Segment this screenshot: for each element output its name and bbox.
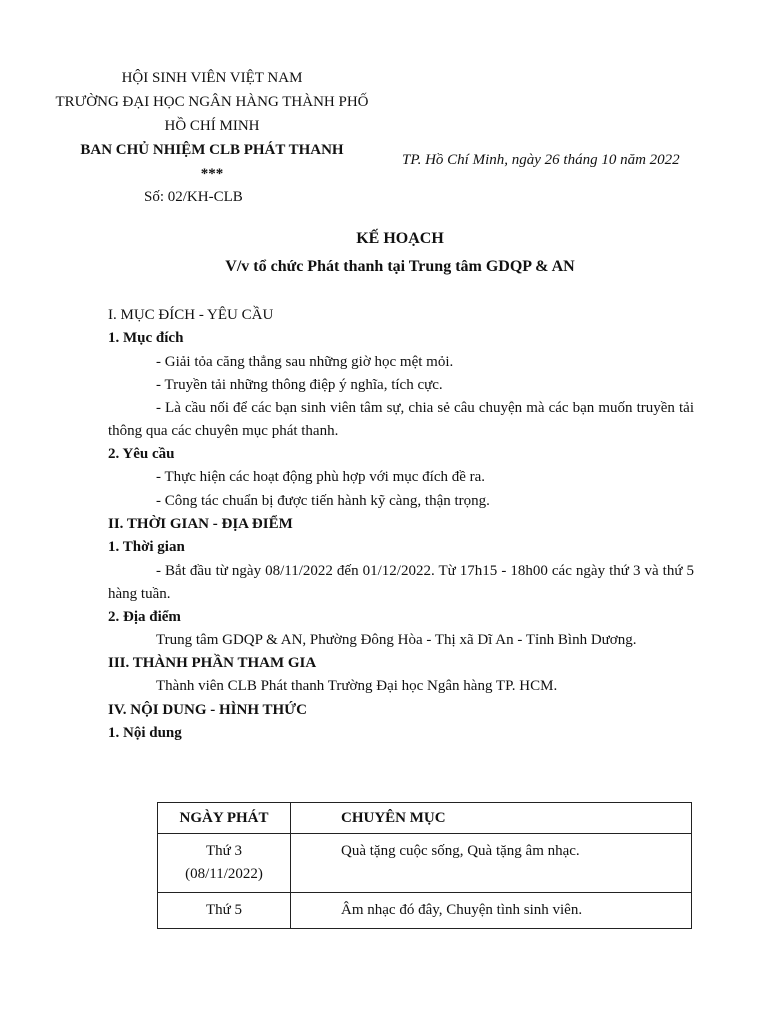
topic-cell: Quà tặng cuộc sống, Quà tặng âm nhạc.	[291, 834, 692, 893]
section-1-1-heading: 1. Mục đích	[108, 330, 184, 347]
title-main: KẾ HOẠCH	[356, 230, 444, 247]
org-line-2: TRƯỜNG ĐẠI HỌC NGÂN HÀNG THÀNH PHỐ	[55, 94, 369, 110]
date-cell	[158, 893, 291, 929]
date-label: (08/11/2022)	[185, 866, 263, 882]
section-2-heading: II. THỜI GIAN - ĐỊA ĐIỂM	[108, 516, 293, 533]
purpose-item-2: - Truyền tải những thông điệp ý nghĩa, tích cực.	[156, 376, 443, 393]
section-1-2-heading: 2. Yêu cầu	[108, 446, 175, 463]
org-line-1: HỘI SINH VIÊN VIỆT NAM	[121, 70, 303, 86]
date-cell	[158, 834, 291, 893]
stars-divider: ***	[200, 166, 224, 182]
topic-cell: Âm nhạc đó đây, Chuyện tình sinh viên.	[291, 893, 692, 929]
day-label: Thứ 3	[205, 843, 243, 859]
section-2-1-heading: 1. Thời gian	[108, 539, 185, 556]
location-text: Trung tâm GDQP & AN, Phường Đông Hòa - Thị xã Dĩ An - Tỉnh Bình Dương.	[156, 631, 637, 648]
section-3-heading: III. THÀNH PHẦN THAM GIA	[108, 654, 317, 671]
table-row	[158, 893, 692, 929]
section-2-2-heading: 2. Địa điểm	[108, 608, 181, 625]
requirement-item-1: - Thực hiện các hoạt động phù hợp với mục đích đề ra.	[156, 469, 486, 486]
section-4-heading: IV. NỘI DUNG - HÌNH THỨC	[108, 701, 307, 718]
section-1-heading: I. MỤC ĐÍCH - YÊU CẦU	[108, 307, 274, 323]
column-header-date: NGÀY PHÁT	[158, 803, 291, 834]
title-sub: V/v tổ chức Phát thanh tại Trung tâm GDQP & AN	[225, 258, 575, 275]
table-row	[158, 834, 692, 893]
org-line-4: BAN CHỦ NHIỆM CLB PHÁT THANH	[80, 142, 344, 158]
day-label: Thứ 5	[205, 902, 243, 918]
column-header-topic: CHUYÊN MỤC	[291, 803, 692, 834]
purpose-item-3: - Là cầu nối để các bạn sinh viên tâm sự, chia sẻ câu chuyện mà các bạn muốn truyền tải thông qua các chuyên mục phát thanh.	[108, 400, 694, 440]
schedule-table	[157, 802, 692, 929]
requirement-item-2: - Công tác chuẩn bị được tiến hành kỹ càng, thận trọng.	[156, 492, 490, 509]
table-header-row	[158, 803, 692, 834]
document-date: TP. Hồ Chí Minh, ngày 26 tháng 10 năm 2022	[402, 152, 680, 168]
purpose-item-1: - Giải tỏa căng thẳng sau những giờ học mệt mỏi.	[156, 353, 454, 370]
participants-text: Thành viên CLB Phát thanh Trường Đại học Ngân hàng TP. HCM.	[156, 678, 558, 695]
time-text: - Bắt đầu từ ngày 08/11/2022 đến 01/12/2022. Từ 17h15 - 18h00 các ngày thứ 3 và thứ 5 hàng tuần.	[108, 562, 694, 602]
document-body	[108, 304, 694, 745]
document-title	[108, 225, 692, 281]
organization-header	[20, 66, 404, 186]
document-number: Số: 02/KH-CLB	[144, 189, 243, 205]
section-4-1-heading: 1. Nội dung	[108, 724, 182, 741]
org-line-3: HỒ CHÍ MINH	[164, 118, 260, 134]
